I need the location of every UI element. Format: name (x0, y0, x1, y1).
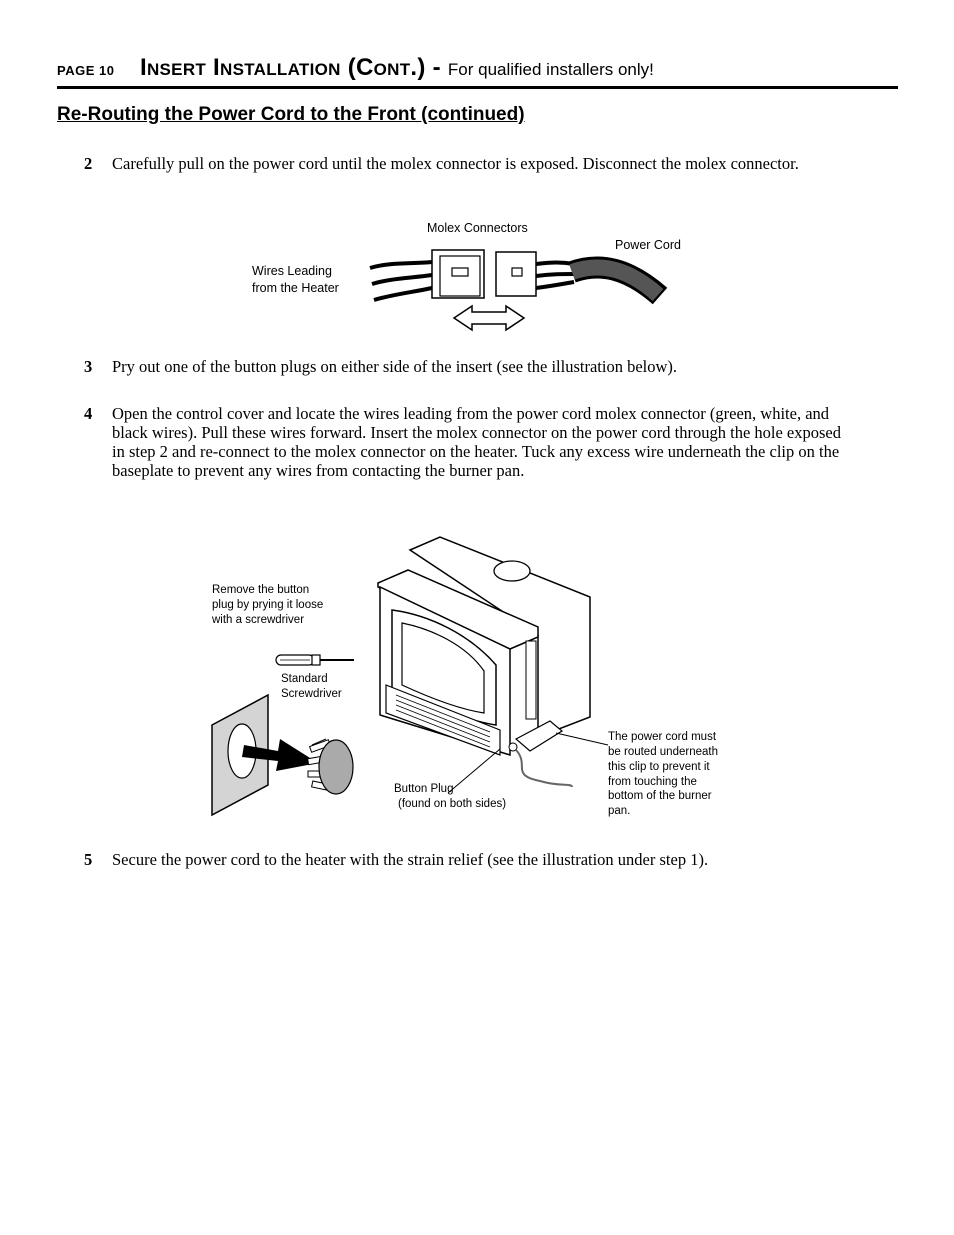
wires-label-line2: from the Heater (252, 281, 339, 295)
cord-note-line4: from touching the (608, 776, 697, 788)
molex-connector-illustration (360, 240, 680, 335)
remove-label-line3: with a screwdriver (212, 614, 305, 626)
screwdriver-label-line2: Screwdriver (281, 688, 342, 700)
step-number: 5 (84, 850, 93, 869)
subheading: Re-Routing the Power Cord to the Front (continued) (57, 104, 525, 125)
section-title-text: Insert Installation (Cont.) - (140, 54, 441, 81)
cord-note-line5: bottom of the burner (608, 790, 712, 802)
screwdriver-icon (276, 655, 354, 665)
page-header (57, 52, 898, 89)
qualified-installers-note: For qualified installers only! (447, 60, 654, 79)
cord-note-line6: pan. (608, 805, 631, 817)
cord-note-line3: this clip to prevent it (608, 761, 710, 773)
step-text: Open the control cover and locate the wires leading from the power cord molex connector (green, white, and black wires). Pull these wires forward. Insert the molex connector on the power cord through the hole exposed in step 2 and re-connect to the molex connector on the heater. Tuck any excess wire underneath the clip on the baseplate to prevent any wires from contacting the burner pan. (112, 404, 841, 480)
step-number: 2 (84, 154, 93, 173)
molex-connectors-label: Molex Connectors (427, 221, 528, 235)
section-title (140, 54, 654, 82)
screwdriver-label-line1: Standard (281, 673, 328, 685)
step-number: 3 (84, 357, 93, 376)
wires-label-line1: Wires Leading (252, 264, 332, 278)
button-plug-label-line2: (found on both sides) (398, 798, 507, 810)
button-plug-icon (308, 739, 353, 794)
step-text: Secure the power cord to the heater with the strain relief (see the illustration under step 1). (112, 850, 709, 869)
remove-label-line1: Remove the button (212, 584, 310, 596)
step-text: Carefully pull on the power cord until the molex connector is exposed. Disconnect the molex connector. (112, 154, 799, 173)
heater-button-plug-illustration (200, 525, 620, 825)
button-plug-label-line1: Button Plug (394, 783, 454, 795)
remove-label-line2: plug by prying it loose (212, 599, 324, 611)
cord-note-line1: The power cord must (608, 731, 717, 743)
page-number: PAGE 10 (57, 63, 115, 78)
step-number: 4 (84, 404, 93, 423)
cord-note-line2: be routed underneath (608, 746, 718, 758)
step-text: Pry out one of the button plugs on either side of the insert (see the illustration below). (112, 357, 678, 376)
heater-insert (378, 537, 590, 787)
power-cord-label: Power Cord (615, 238, 681, 252)
